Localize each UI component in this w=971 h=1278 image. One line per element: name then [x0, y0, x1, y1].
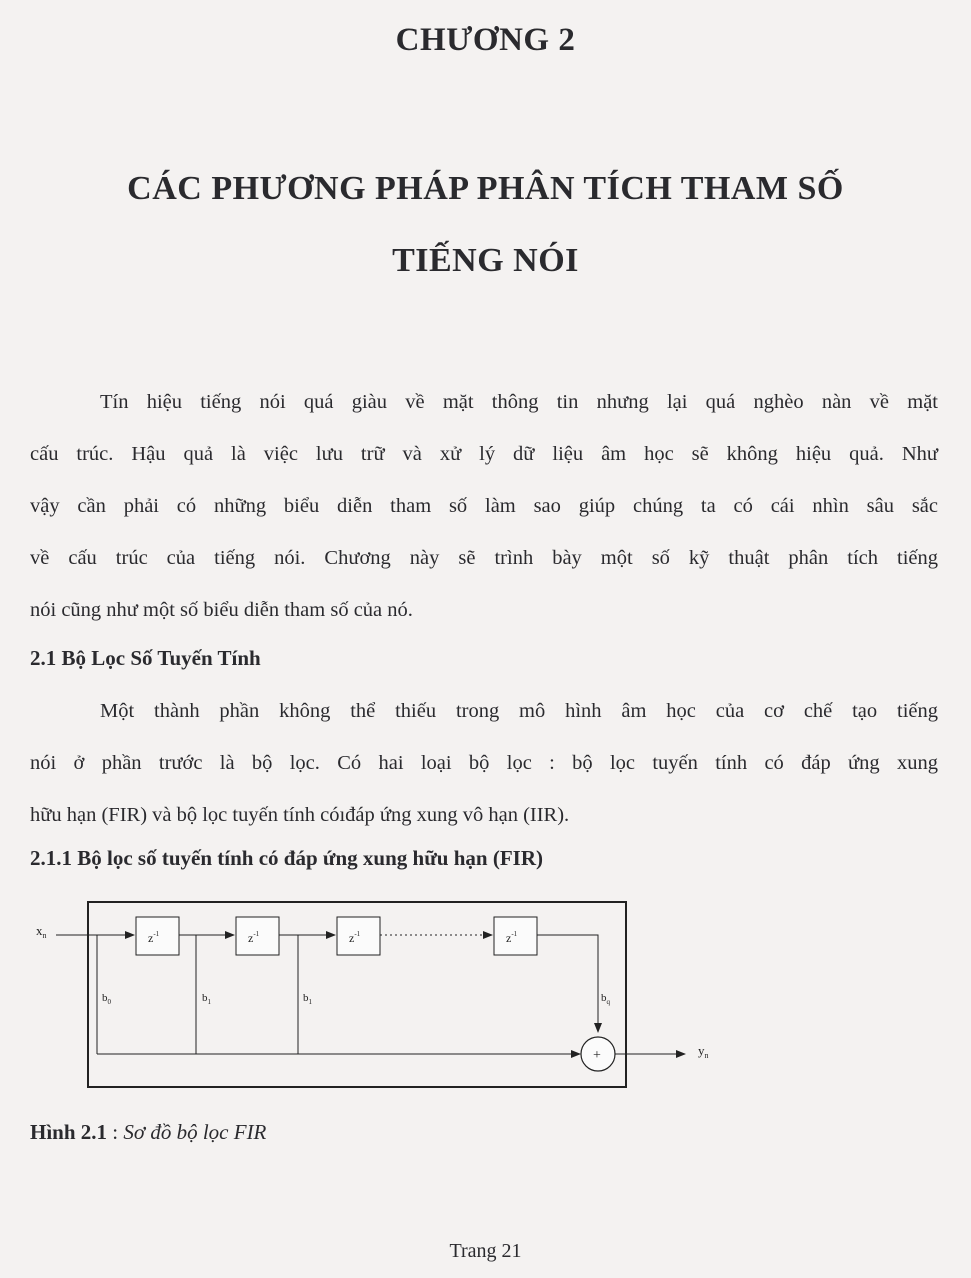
coefficient-label: $b_1$ [303, 992, 312, 1006]
paragraph-line: nói ở phần trước là bộ lọc. Có hai loại bộ lọc : bộ lọc tuyến tính có đáp ứng xung [30, 752, 938, 774]
paragraph-line: nói cũng như một số biểu diễn tham số của nó. [30, 599, 413, 621]
intro-paragraph [30, 376, 938, 636]
section-heading: 2.1 Bộ Lọc Số Tuyến Tính [30, 646, 261, 670]
caption-separator: : [107, 1120, 124, 1144]
paragraph-line: Tín hiệu tiếng nói quá giàu về mặt thông tin nhưng lại quá nghèo nàn về mặt [100, 391, 938, 413]
input-label: $x_n$ [36, 923, 47, 940]
paragraph-line: Một thành phần không thể thiếu trong mô hình âm học của cơ chế tạo tiếng [100, 700, 938, 722]
caption-label: Hình 2.1 [30, 1120, 108, 1144]
output-label: $y_n$ [698, 1043, 709, 1060]
svg-text:z-1: $z^{-1}$ [506, 930, 518, 945]
paragraph-line: cấu trúc. Hậu quả là việc lưu trữ và xử lý dữ liệu âm học sẽ không hiệu quả. Như [30, 443, 938, 465]
chapter-number: CHƯƠNG 2 [395, 22, 576, 58]
page-number: Trang 21 [449, 1240, 522, 1262]
caption-text: Sơ đồ bộ lọc FIR [123, 1120, 267, 1144]
chapter-title-line-1: CÁC PHƯƠNG PHÁP PHÂN TÍCH THAM SỐ [127, 170, 844, 207]
coefficient-label: $b_q$ [601, 992, 610, 1006]
paragraph-line: vậy cần phải có những biểu diễn tham số làm sao giúp chúng ta có cái nhìn sâu sắc [30, 495, 938, 517]
subsection-heading: 2.1.1 Bộ lọc số tuyến tính có đáp ứng xung hữu hạn (FIR) [30, 846, 543, 870]
chapter-title-line-2: TIẾNG NÓI [392, 242, 579, 279]
delay-block [136, 917, 179, 955]
svg-text:+: + [593, 1048, 601, 1063]
delay-block [337, 917, 380, 955]
paragraph-line: hữu hạn (FIR) và bộ lọc tuyến tính cóıđáp ứng xung vô hạn (IIR). [30, 804, 570, 826]
filter-paragraph [30, 685, 938, 841]
paragraph-line: về cấu trúc của tiếng nói. Chương này sẽ trình bày một số kỹ thuật phân tích tiếng [30, 547, 938, 569]
adder-node [581, 1037, 615, 1071]
coefficient-label: $b_1$ [202, 992, 211, 1006]
delay-block [236, 917, 279, 955]
coefficient-label: $b_0$ [102, 992, 111, 1006]
fir-filter-diagram [30, 895, 730, 1095]
svg-text:z-1: $z^{-1}$ [248, 930, 260, 945]
svg-text:z-1: $z^{-1}$ [148, 930, 160, 945]
svg-text:z-1: $z^{-1}$ [349, 930, 361, 945]
delay-block [494, 917, 537, 955]
figure-caption [30, 1120, 266, 1145]
